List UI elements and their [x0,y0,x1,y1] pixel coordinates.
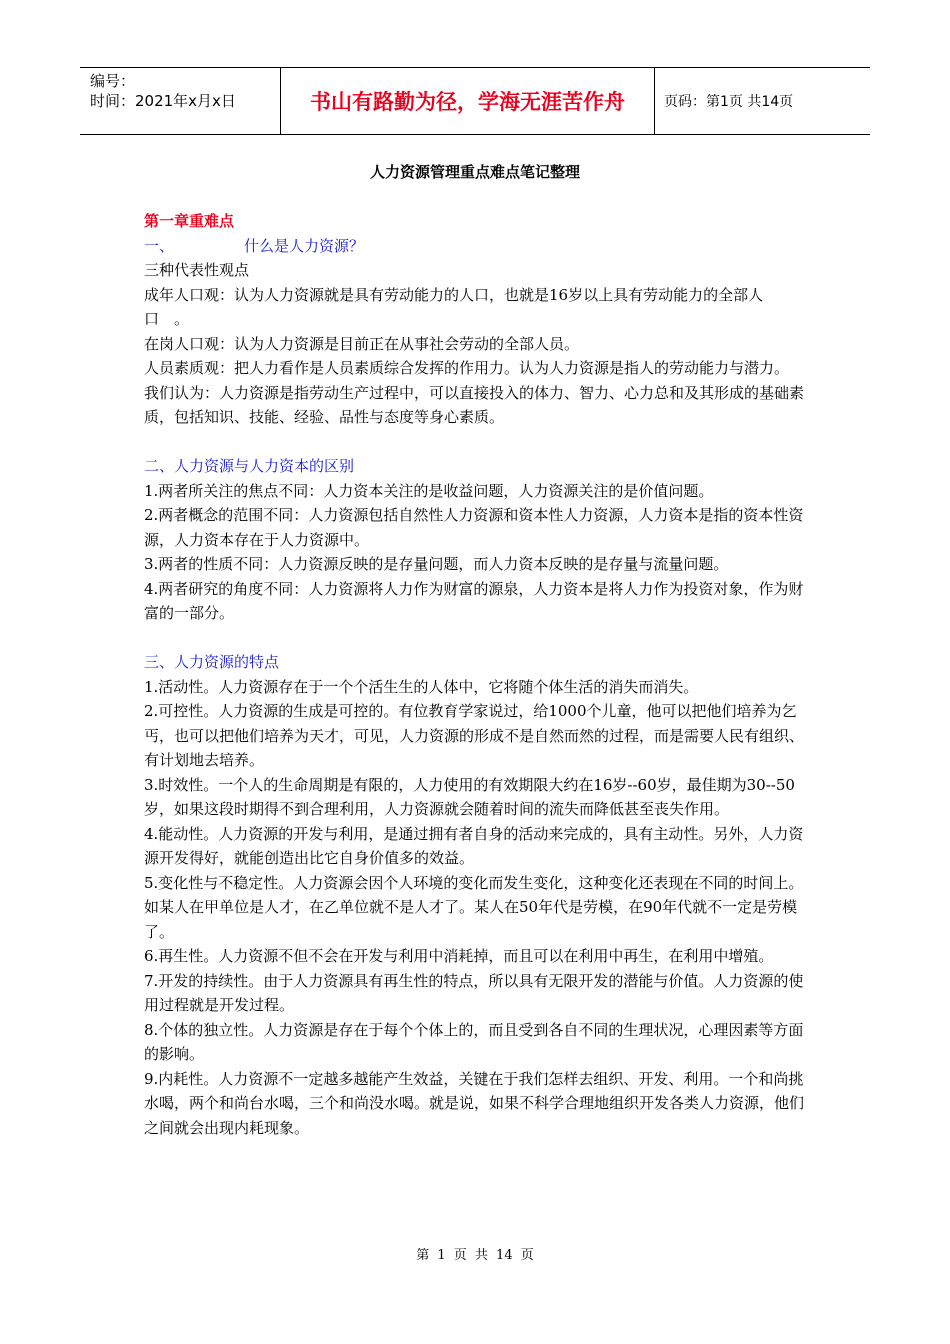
time-label: 时间：2021年x月x日 [90,92,236,110]
section-1-title: 什么是人力资源？ [244,236,365,255]
list-item: 1.两者所关注的焦点不同：人力资本关注的是收益问题，人力资源关注的是价值问题。 [144,481,714,500]
list-item: 2.可控性。人力资源的生成是可控的。有位教育学家说过，给1000个儿童，他可以把他们培养为乞丐，也可以把他们培养为天才，可见，人力资源的形成不是自然而然的过程，而是需要人民有组织、有计划地去培养。 [144,702,805,769]
list-item: 7.开发的持续性。由于人力资源具有再生性的特点，所以具有无限开发的潜能与价值。人力资源的使用过程就是开发过程。 [144,971,804,1014]
list-item: 4.两者研究的角度不同：人力资源将人力作为财富的源泉，人力资本是将人力作为投资对象，作为财富的一部分。 [144,579,804,622]
document-title: 人力资源管理重点难点笔记整理 [369,163,580,181]
document-body [144,209,806,1140]
list-item: 4.能动性。人力资源的开发与利用，是通过拥有者自身的活动来完成的，具有主动性。另外，人力资源开发得好，就能创造出比它自身价值多的效益。 [144,824,804,867]
number-label: 编号： [90,72,136,90]
paragraph: 我们认为：人力资源是指劳动生产过程中，可以直接投入的体力、智力、心力总和及其形成的基础素质，包括知识、技能、经验、品性与态度等身心素质。 [144,383,805,426]
list-item: 1.活动性。人力资源存在于一个个活生生的人体中，它将随个体生活的消失而消失。 [144,677,699,696]
section-3-heading: 三、人力资源的特点 [144,653,280,671]
header-table [80,67,870,135]
paragraph: 成年人口观：认为人力资源就是具有劳动能力的人口，也就是16岁以上具有劳动能力的全部人口 。 [144,285,764,328]
section-1-number: 一、 [144,236,175,255]
list-item: 2.两者概念的范围不同：人力资源包括自然性人力资源和资本性人力资源，人力资本是指的资本性资源，人力资本存在于人力资源中。 [144,506,804,549]
list-item: 3.两者的性质不同：人力资源反映的是存量问题，而人力资本反映的是存量与流量问题。 [144,555,729,573]
list-item: 8.个体的独立性。人力资源是存在于每个个体上的，而且受到各自不同的生理状况，心理因素等方面的影响。 [144,1020,804,1063]
section-1-heading [144,234,806,259]
paragraph: 人员素质观：把人力看作是人员素质综合发挥的作用力。认为人力资源是指人的劳动能力与潜力。 [144,359,790,377]
section-2-heading: 二、人力资源与人力资本的区别 [144,457,355,475]
header-left-cell [80,68,280,134]
paragraph: 在岗人口观：认为人力资源是目前正在从事社会劳动的全部人员。 [144,334,580,353]
paragraph: 三种代表性观点 [144,261,250,279]
chapter-heading: 第一章重难点 [144,212,235,230]
list-item: 3.时效性。一个人的生命周期是有限的，人力使用的有效期限大约在16岁--60岁，最佳期为30--50岁，如果这段时期得不到合理利用，人力资源就会随着时间的流失而降低甚至丧失作用。 [144,775,795,818]
list-item: 5.变化性与不稳定性。人力资源会因个人环境的变化而发生变化，这种变化还表现在不同的时间上。如某人在甲单位是人才，在乙单位就不是人才了。某人在50年代是劳模，在90年代就不一定是劳模了。 [144,873,804,941]
list-item: 9.内耗性。人力资源不一定越多越能产生效益，关键在于我们怎样去组织、开发、利用。一个和尚挑水喝，两个和尚台水喝，三个和尚没水喝。就是说，如果不科学合理地组织开发各类人力资源，他们之间就会出现内耗现象。 [144,1069,805,1137]
list-item: 6.再生性。人力资源不但不会在开发与利用中消耗掉，而且可以在利用中再生，在利用中增殖。 [144,947,774,965]
page-info: 页码：第1页 共14页 [664,94,794,110]
motto: 书山有路勤为径，学海无涯苦作舟 [280,68,655,134]
page-footer: 第 1 页 共 14 页 [416,1248,534,1263]
